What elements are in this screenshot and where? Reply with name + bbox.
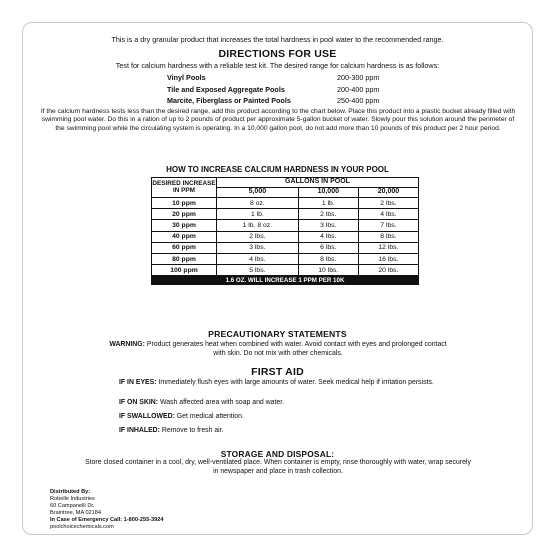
calcium-chart-table [151, 177, 419, 285]
gallons-column-header: 10,000 [298, 188, 358, 198]
first-aid-label: IF INHALED: [119, 427, 160, 434]
first-aid-text: Remove to fresh air. [159, 427, 224, 434]
ppm-cell: 80 ppm [152, 253, 217, 264]
range-name: Vinyl Pools [167, 73, 206, 82]
amount-cell: 7 lbs. [358, 220, 418, 231]
range-name: Marcite, Fiberglass or Painted Pools [167, 96, 291, 105]
amount-cell: 8 oz. [217, 198, 299, 209]
gallons-header: GALLONS IN POOL [217, 178, 419, 188]
range-value: 250-400 ppm [337, 96, 380, 105]
intro-text: This is a dry granular product that increases the total hardness in pool water to the recommended range. [111, 35, 444, 44]
table-row [152, 265, 419, 276]
website: poolchoicechemicals.com [50, 524, 114, 530]
distributor-company: Robelle Industries [50, 496, 95, 502]
ppm-cell: 10 ppm [152, 198, 217, 209]
amount-cell: 1 lb. [217, 209, 299, 220]
amount-cell: 2 lbs. [298, 209, 358, 220]
first-aid-text: Get medical attention. [174, 413, 244, 420]
range-row [167, 73, 397, 85]
table-row [152, 209, 419, 220]
ppm-column-header: DESIRED INCREASE IN PPM [152, 178, 217, 198]
table-title: HOW TO INCREASE CALCIUM HARDNESS IN YOUR POOL [166, 165, 389, 174]
range-name: Tile and Exposed Aggregate Pools [167, 84, 285, 94]
first-aid-label: IF ON SKIN: [119, 399, 159, 406]
amount-cell: 3 lbs. [217, 242, 299, 253]
amount-cell: 2 lbs. [217, 231, 299, 242]
amount-cell: 20 lbs. [358, 265, 418, 276]
amount-cell: 5 lbs. [217, 265, 299, 276]
first-aid-item [119, 379, 459, 388]
warning-text: Product generates heat when combined with water. Avoid contact with eyes and prolonged contact with skin. Do not mix with other chemicals. [144, 341, 447, 357]
first-aid-item [119, 399, 459, 408]
storage-title: STORAGE AND DISPOSAL: [220, 449, 335, 459]
gallons-column-header: 20,000 [358, 188, 418, 198]
amount-cell: 4 lbs. [358, 209, 418, 220]
range-value: 200-400 ppm [337, 84, 380, 94]
ppm-cell: 30 ppm [152, 220, 217, 231]
distributor-street: 60 Campanelli Dr. [50, 503, 95, 509]
ppm-cell: 60 ppm [152, 242, 217, 253]
amount-cell: 8 lbs. [298, 253, 358, 264]
table-footer: 1.6 OZ. WILL INCREASE 1 PPM PER 10K [152, 276, 419, 285]
amount-cell: 1 lb. 8 oz. [217, 220, 299, 231]
directions-title: DIRECTIONS FOR USE [218, 48, 337, 60]
first-aid-label: IF SWALLOWED: [119, 413, 175, 420]
emergency-phone: In Case of Emergency Call: 1-800-255-3924 [50, 517, 164, 523]
first-aid-title: FIRST AID [251, 366, 304, 378]
gallons-column-header: 5,000 [217, 188, 299, 198]
hardness-ranges [167, 73, 397, 108]
amount-cell: 2 lbs. [358, 198, 418, 209]
distributor-block [50, 489, 163, 531]
amount-cell: 1 lb. [298, 198, 358, 209]
amount-cell: 16 lbs. [358, 253, 418, 264]
amount-cell: 8 lbs. [358, 231, 418, 242]
table-row [152, 198, 419, 209]
ppm-cell: 40 ppm [152, 231, 217, 242]
amount-cell: 12 lbs. [358, 242, 418, 253]
precautionary-title: PRECAUTIONARY STATEMENTS [208, 329, 347, 339]
first-aid-text: Immediately flush eyes with large amounts of water. Seek medical help if irritation persists. [156, 379, 434, 386]
table-row [152, 253, 419, 264]
table-row [152, 231, 419, 242]
table-row [152, 220, 419, 231]
amount-cell: 3 lbs. [298, 220, 358, 231]
ppm-cell: 20 ppm [152, 209, 217, 220]
table-row [152, 242, 419, 253]
amount-cell: 10 lbs. [298, 265, 358, 276]
product-label [22, 22, 533, 535]
range-row [167, 96, 397, 108]
range-value: 200-300 ppm [337, 73, 380, 82]
amount-cell: 4 lbs. [217, 253, 299, 264]
directions-lead: Test for calcium hardness with a reliable test kit. The desired range for calcium hardness is as follows: [115, 61, 440, 70]
storage-text: Store closed container in a cool, dry, well-ventilated place. When container is empty, rinse thoroughly with water, wrap securely in newspaper and place in trash collection. [85, 459, 471, 475]
distributor-city: Braintree, MA 02184 [50, 510, 101, 516]
warning-label: WARNING: [109, 341, 145, 348]
first-aid-item [119, 413, 459, 422]
amount-cell: 4 lbs. [298, 231, 358, 242]
directions-paragraph: If the calcium hardness tests less than the desired range, add this product according to the chart below. Place this product into a plastic bucket already filled with swimming pool water. Do this in a ration of up to 2 pounds of product per approximate 5-gallon bucket of water. Slowly pour this solution around the perimeter of the swimming pool while the circulating system is operating. In a 10,000 gallon pool, do not add more than 10 pounds of this product per 2 hour period. [40, 108, 516, 132]
amount-cell: 6 lbs. [298, 242, 358, 253]
distributor-heading: Distributed By: [50, 489, 91, 495]
first-aid-label: IF IN EYES: [119, 379, 157, 386]
ppm-cell: 100 ppm [152, 265, 217, 276]
first-aid-text: Wash affected area with soap and water. [158, 399, 285, 406]
precautionary-text [103, 341, 453, 358]
range-row [167, 85, 397, 97]
first-aid-item [119, 427, 459, 436]
